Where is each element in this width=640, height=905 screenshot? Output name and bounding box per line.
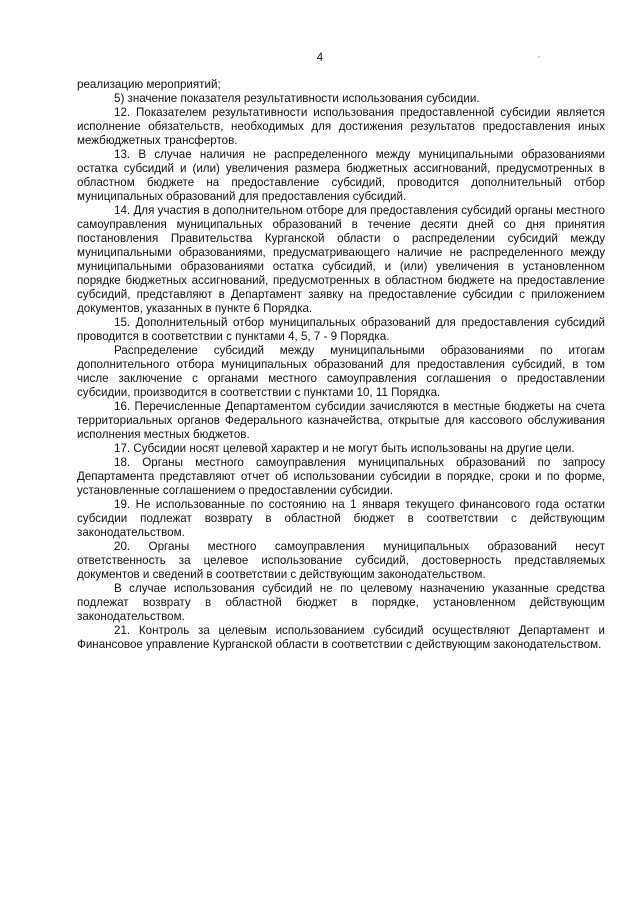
paragraph-12: 12. Показателем результативности использования предоставленной субсидии является исполнение обязательств, необходимых для достижения результатов предоставления иных межбюджетных трансфертов. — [77, 106, 605, 147]
paragraph-item-5: 5) значение показателя результативности использования субсидии. — [114, 92, 480, 105]
document-body — [77, 78, 605, 652]
paragraph-20: 20. Органы местного самоуправления муниципальных образований несут ответственность за целевое использование субсидий, достоверность представляемых документов и сведений в соответствии с действующим законодательством. — [77, 540, 605, 581]
scan-speck — [538, 56, 540, 58]
paragraph-17: 17. Субсидии носят целевой характер и не могут быть использованы на другие цели. — [114, 442, 575, 455]
paragraph-15-distribution: Распределение субсидий между муниципальными образованиями по итогам дополнительного отбора муниципальных образований для предоставления субсидий, в том числе заключение с органами местного самоуправления соглашения о предоставлении субсидии, производится в соответствии с пунктами 10, 11 Порядка. — [77, 344, 605, 399]
page-number: 4 — [316, 52, 324, 64]
paragraph-18: 18. Органы местного самоуправления муниципальных образований по запросу Департамента представляют отчет об использовании субсидии в порядке, сроки и по форме, установленные соглашением о предоставлении субсидии. — [77, 456, 605, 497]
paragraph-19: 19. Не использованные по состоянию на 1 января текущего финансового года остатки субсидии подлежат возврату в областной бюджет в соответствии с действующим законодательством. — [77, 498, 605, 539]
paragraph-13: 13. В случае наличия не распределенного между муниципальными образованиями остатка субсидий и (или) увеличения размера бюджетных ассигнований, предусмотренных в областном бюджете на предоставление субсидий, проводится дополнительный отбор муниципальных образований для предоставления субсидий. — [77, 148, 605, 203]
paragraph-continuation: реализацию мероприятий; — [77, 78, 221, 91]
paragraph-15: 15. Дополнительный отбор муниципальных образований для предоставления субсидий проводится в соответствии с пунктами 4, 5, 7 - 9 Порядка. — [77, 316, 605, 343]
paragraph-14: 14. Для участия в дополнительном отборе для предоставления субсидий органы местного самоуправления муниципальных образований в течение десяти дней со дня принятия постановления Правительства Курганской области о распределении субсидий между муниципальными образованиями, предусматривающего наличие не распределенного между муниципальными образованиями остатка субсидий, и (или) увеличения в установленном порядке бюджетных ассигнований, предусмотренных в областном бюджете на предоставление субсидий, представляют в Департамент заявку на предоставление субсидии с приложением документов, указанных в пункте 6 Порядка. — [77, 204, 605, 315]
paragraph-20-misuse: В случае использования субсидий не по целевому назначению указанные средства подлежат возврату в областной бюджет в порядке, установленном действующим законодательством. — [77, 582, 605, 623]
paragraph-16: 16. Перечисленные Департаментом субсидии зачисляются в местные бюджеты на счета территориальных органов Федерального казначейства, открытые для кассового обслуживания исполнения местных бюджетов. — [77, 400, 605, 441]
paragraph-21: 21. Контроль за целевым использованием субсидий осуществляют Департамент и Финансовое управление Курганской области в соответствии с действующим законодательством. — [77, 624, 605, 651]
